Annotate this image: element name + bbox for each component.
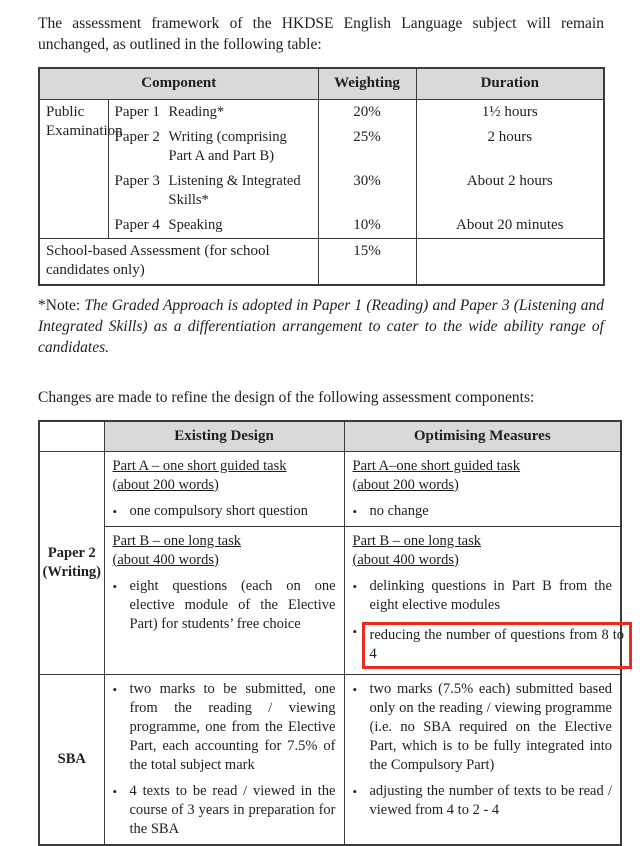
optimising-measures-header: Optimising Measures xyxy=(344,421,621,452)
public-examination-label: Public Examination xyxy=(39,99,108,239)
existing-design-header: Existing Design xyxy=(104,421,344,452)
bullet-icon: • xyxy=(112,783,118,799)
part-a-existing-cell xyxy=(104,451,344,526)
paper4-name: Speaking xyxy=(168,217,223,233)
paper4-number: Paper 4 xyxy=(114,217,160,233)
sba-duration xyxy=(416,239,604,285)
sba-weighting: 15% xyxy=(318,239,416,285)
bullet-icon: • xyxy=(352,623,358,639)
paper1-duration: 1½ hours xyxy=(416,99,604,125)
paper2-number: Paper 2 xyxy=(114,129,160,145)
changes-header-row xyxy=(39,421,621,452)
footnote xyxy=(38,295,604,358)
corner-cell xyxy=(39,421,104,452)
paper2-writing-label xyxy=(39,451,104,674)
list-item: • delinking questions in Part B from the eight elective modules xyxy=(352,577,612,613)
part-a-optimising-heading: Part A–one short guided task xyxy=(352,457,521,474)
bullet-icon: • xyxy=(352,681,358,697)
paper1-cell xyxy=(108,99,318,125)
sba-optimising-cell xyxy=(344,674,621,845)
list-item: • adjusting the number of texts to be read / viewed from 4 to 2 - 4 xyxy=(352,782,612,818)
table-row-sba xyxy=(39,239,604,285)
part-b-optimising-heading-2: (about 400 words) xyxy=(352,551,459,568)
changes-paragraph: Changes are made to refine the design of the following assessment components: xyxy=(38,388,535,406)
table-row-part-b xyxy=(39,526,621,674)
paper3-name: Listening & Integrated Skills* xyxy=(168,173,301,208)
part-a-optimising-cell xyxy=(344,451,621,526)
list-item: • two marks to be submitted, one from the reading / viewing programme, one from the Elective Part, each accounting for 7.5% of the total subject mark xyxy=(112,680,336,773)
part-b-existing-heading: Part B – one long task xyxy=(112,532,241,549)
highlight-box: reducing the number of questions from 8 to 4 xyxy=(362,622,633,669)
duration-header: Duration xyxy=(416,68,604,99)
paper2-cell xyxy=(108,125,318,169)
list-item-highlighted xyxy=(352,622,624,669)
part-a-existing-heading-2: (about 200 words) xyxy=(112,476,219,493)
bullet-icon: • xyxy=(352,783,358,799)
paper2-name: Writing (comprising Part A and Part B) xyxy=(168,129,287,164)
weighting-header: Weighting xyxy=(318,68,416,99)
framework-table xyxy=(38,67,605,286)
bullet-icon: • xyxy=(352,503,358,519)
list-item: • one compulsory short question xyxy=(112,502,308,519)
paper2-weighting: 25% xyxy=(318,125,416,169)
table-row-paper2 xyxy=(39,125,604,169)
bullet-icon: • xyxy=(112,503,118,519)
list-item: • no change xyxy=(352,502,429,519)
table-row-part-a xyxy=(39,451,621,526)
paper2-label-line1: Paper 2 xyxy=(47,544,96,561)
sba-label-cell: School-based Assessment (for school candidates only) xyxy=(39,239,318,285)
sba-changes-label: SBA xyxy=(39,674,104,845)
paper2-duration: 2 hours xyxy=(416,125,604,169)
paper4-cell xyxy=(108,213,318,239)
paper3-weighting: 30% xyxy=(318,169,416,213)
intro-paragraph: The assessment framework of the HKDSE English Language subject will remain unchanged, as outlined in the following table: xyxy=(38,15,604,53)
paper2-label-line2: (Writing) xyxy=(42,563,102,580)
table-row-paper4 xyxy=(39,213,604,239)
changes-table xyxy=(38,420,622,846)
paper3-cell xyxy=(108,169,318,213)
bullet-icon: • xyxy=(352,578,358,594)
part-b-existing-heading-2: (about 400 words) xyxy=(112,551,219,568)
framework-header-row xyxy=(39,68,604,99)
paper1-name: Reading* xyxy=(168,103,225,120)
table-row-paper3 xyxy=(39,169,604,213)
paper1-weighting: 20% xyxy=(318,99,416,125)
list-item: • two marks (7.5% each) submitted based only on the reading / viewing programme (i.e. no SBA required on the Elective Part, which is to be fully integrated into the Compulsory Part) xyxy=(352,680,612,773)
paper4-duration: About 20 minutes xyxy=(416,213,604,239)
bullet-icon: • xyxy=(112,681,118,697)
part-a-optimising-heading-2: (about 200 words) xyxy=(352,476,459,493)
sba-existing-cell xyxy=(104,674,344,845)
part-b-optimising-cell xyxy=(344,526,624,674)
footnote-label: *Note: xyxy=(38,296,81,314)
paper3-number: Paper 3 xyxy=(114,173,160,189)
list-item: • eight questions (each on one elective module of the Elective Part) for students’ free choice xyxy=(112,577,336,632)
bullet-icon: • xyxy=(112,578,118,594)
paper1-number: Paper 1 xyxy=(114,103,160,120)
paper4-weighting: 10% xyxy=(318,213,416,239)
table-row-paper1 xyxy=(39,99,604,125)
component-header: Component xyxy=(39,68,318,99)
paper3-duration: About 2 hours xyxy=(416,169,604,213)
part-b-optimising-heading: Part B – one long task xyxy=(352,532,481,549)
list-item: • 4 texts to be read / viewed in the course of 3 years in preparation for the SBA xyxy=(112,782,336,837)
part-b-existing-cell xyxy=(104,526,344,674)
footnote-text: The Graded Approach is adopted in Paper 1 (Reading) and Paper 3 (Listening and Integrated Skills) as a differentiation arrangement to cater to the wide ability range of candidates. xyxy=(38,296,605,356)
part-a-existing-heading: Part A – one short guided task xyxy=(112,457,287,474)
table-row-sba-changes xyxy=(39,674,621,845)
